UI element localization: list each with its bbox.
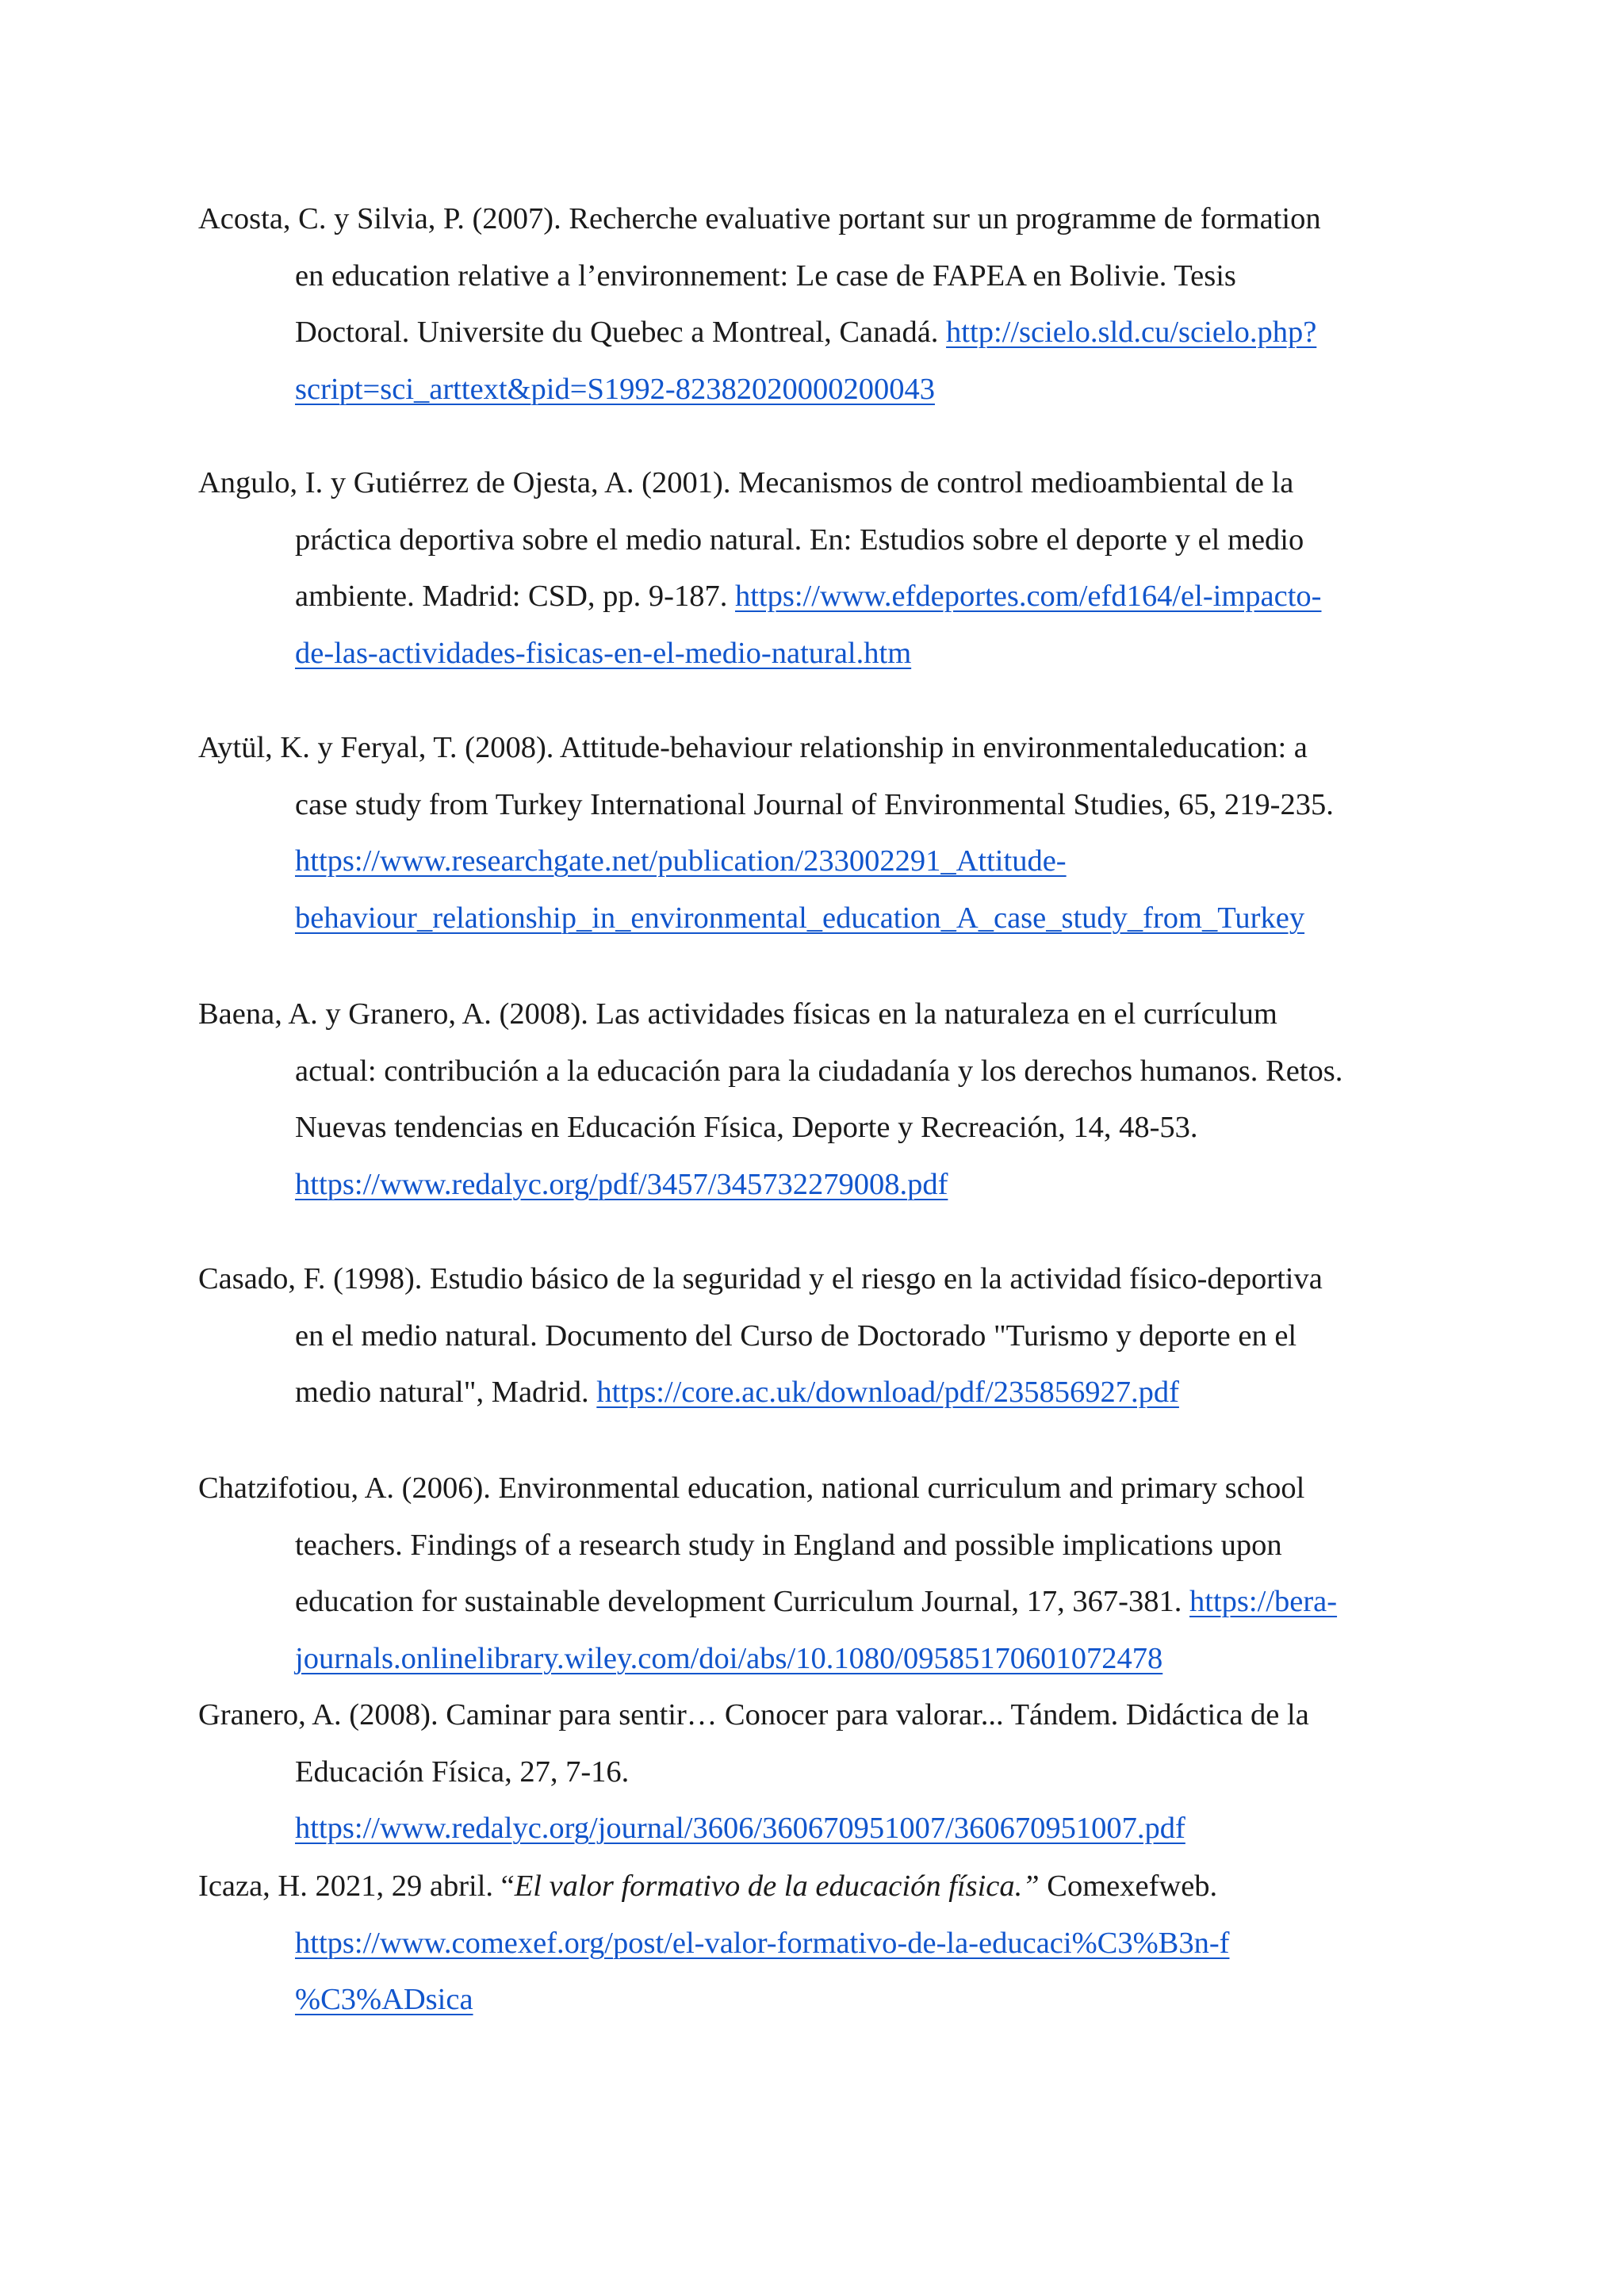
reference-text: Icaza, H. 2021, 29 abril. “ [198, 1869, 515, 1903]
reference-line [198, 1364, 1435, 1422]
reference-line: Angulo, I. y Gutiérrez de Ojesta, A. (2001). Mecanismos de control medioambiental de la [198, 466, 1294, 499]
reference-line [198, 1574, 1435, 1631]
reference-line: Granero, A. (2008). Caminar para sentir… Conocer para valorar... Tándem. Didáctica de la [198, 1698, 1309, 1732]
reference-line [198, 1631, 1435, 1688]
reference-line [198, 568, 1435, 626]
reference-text: medio natural", Madrid. [295, 1376, 589, 1409]
reference-line: teachers. Findings of a research study in England and possible implications upon [295, 1528, 1282, 1562]
reference-line [198, 1157, 1435, 1214]
reference-link[interactable]: https://bera- [1189, 1585, 1338, 1618]
reference-link[interactable]: script=sci_arttext&pid=S1992-82382020000200043 [295, 372, 935, 406]
reference-link[interactable]: https://www.efdeportes.com/efd164/el-impacto- [734, 580, 1322, 613]
reference-aytul [198, 720, 1435, 947]
reference-line: Aytül, K. y Feryal, T. (2008). Attitude-behaviour relationship in environmentaleducation: a [198, 731, 1308, 764]
reference-angulo [198, 455, 1435, 682]
reference-line: Baena, A. y Granero, A. (2008). Las actividades físicas en la naturaleza en el currículum [198, 997, 1277, 1031]
reference-line [198, 1800, 1435, 1858]
reference-text: Comexefweb. [1039, 1869, 1218, 1903]
reference-line: Educación Física, 27, 7-16. [295, 1755, 630, 1789]
reference-line [198, 890, 1435, 947]
reference-link[interactable]: https://www.redalyc.org/journal/3606/360670951007/360670951007.pdf [295, 1812, 1185, 1845]
reference-line: actual: contribución a la educación para la ciudadanía y los derechos humanos. Retos. [295, 1054, 1343, 1088]
reference-casado [198, 1251, 1435, 1422]
reference-line [198, 626, 1435, 683]
reference-text: education for sustainable development Curriculum Journal, 17, 367-381. [295, 1585, 1182, 1618]
reference-chatzifotiou [198, 1460, 1435, 1687]
reference-title-italic: El valor formativo de la educación física.” [514, 1869, 1040, 1903]
reference-link[interactable]: de-las-actividades-fisicas-en-el-medio-natural.htm [295, 636, 912, 670]
reference-line [198, 833, 1435, 890]
reference-link[interactable]: https://core.ac.uk/download/pdf/235856927.pdf [596, 1376, 1179, 1409]
reference-link[interactable]: https://www.redalyc.org/pdf/3457/345732279008.pdf [295, 1167, 948, 1201]
reference-line: Acosta, C. y Silvia, P. (2007). Recherche evaluative portant sur un programme de formation [198, 202, 1321, 235]
reference-line: Casado, F. (1998). Estudio básico de la seguridad y el riesgo en la actividad físico-deportiva [198, 1262, 1323, 1295]
reference-line: en el medio natural. Documento del Curso de Doctorado "Turismo y deporte en el [295, 1318, 1297, 1353]
reference-text: ambiente. Madrid: CSD, pp. 9-187. [295, 580, 728, 613]
reference-line: práctica deportiva sobre el medio natural. En: Estudios sobre el deporte y el medio [295, 522, 1304, 557]
reference-acosta [198, 191, 1435, 418]
reference-link[interactable]: https://www.researchgate.net/publication/233002291_Attitude- [295, 844, 1067, 878]
reference-link[interactable]: %C3%ADsica [295, 1983, 473, 2016]
reference-link[interactable]: behaviour_relationship_in_environmental_education_A_case_study_from_Turkey [295, 901, 1305, 935]
reference-line [198, 1972, 1435, 2029]
reference-granero [198, 1687, 1435, 1858]
reference-line: en education relative a l’environnement: Le case de FAPEA en Bolivie. Tesis [295, 258, 1236, 293]
reference-icaza [198, 1858, 1435, 2029]
reference-link[interactable]: journals.onlinelibrary.wiley.com/doi/abs/10.1080/09585170601072478 [295, 1641, 1163, 1675]
reference-baena [198, 986, 1435, 1213]
reference-line [198, 304, 1435, 362]
reference-text: Doctoral. Universite du Quebec a Montreal, Canadá. [295, 316, 939, 349]
reference-line: Chatzifotiou, A. (2006). Environmental education, national curriculum and primary school [198, 1471, 1305, 1505]
reference-line [198, 1858, 1435, 1915]
reference-link[interactable]: https://www.comexef.org/post/el-valor-formativo-de-la-educaci%C3%B3n-f [295, 1926, 1230, 1960]
reference-line: Nuevas tendencias en Educación Física, Deporte y Recreación, 14, 48-53. [295, 1111, 1198, 1144]
reference-line [198, 362, 1435, 419]
reference-line: case study from Turkey International Journal of Environmental Studies, 65, 219-235. [295, 787, 1334, 821]
reference-line [198, 1915, 1435, 1973]
reference-link[interactable]: http://scielo.sld.cu/scielo.php? [946, 316, 1317, 349]
